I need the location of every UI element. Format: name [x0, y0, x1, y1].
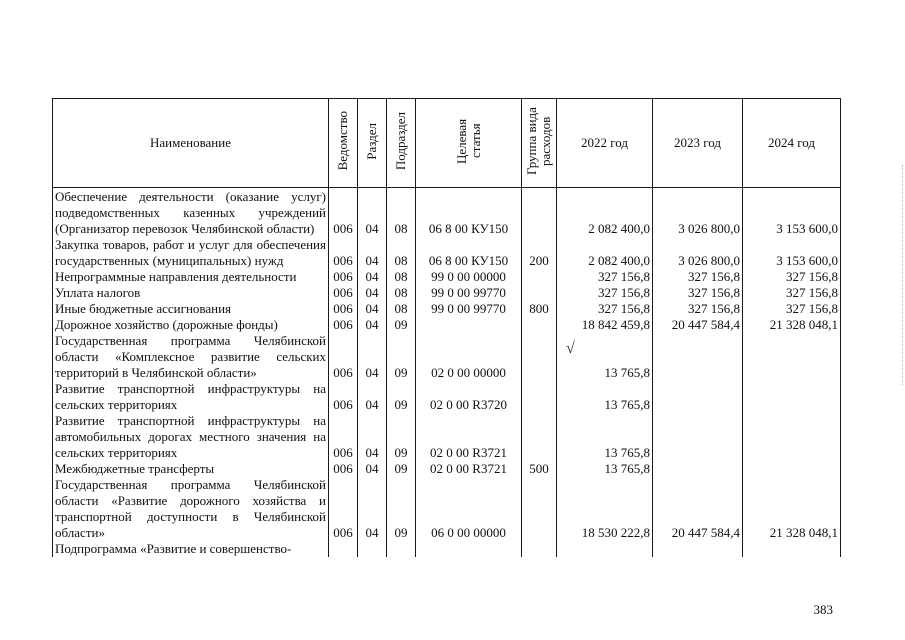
cell-name: Дорожное хозяйство (дорожные фонды) [53, 317, 329, 333]
table-row [53, 381, 841, 413]
table-row [53, 317, 841, 333]
cell-2022: 13 765,8 [557, 333, 653, 381]
cell-2024: 21 328 048,1 [743, 317, 841, 333]
cell-exp-group [522, 381, 557, 413]
table-row [53, 269, 841, 285]
header-2023: 2023 год [653, 99, 743, 188]
cell-subsection: 09 [387, 413, 416, 461]
cell-target: 99 0 00 00000 [416, 269, 522, 285]
cell-2023: 20 447 584,4 [653, 477, 743, 541]
cell-target: 99 0 00 99770 [416, 301, 522, 317]
cell-2024 [743, 381, 841, 413]
cell-2023: 3 026 800,0 [653, 188, 743, 238]
cell-dept: 006 [329, 317, 358, 333]
cell-2023 [653, 333, 743, 381]
cell-dept: 006 [329, 188, 358, 238]
cell-name: Подпрограмма «Развитие и совершенство- [53, 541, 329, 557]
cell-section: 04 [358, 477, 387, 541]
cell-exp-group [522, 333, 557, 381]
cell-name: Обеспечение деятельности (оказание услуг) подведомственных казенных учреждений (Организатор перевозок Челябинской области) [53, 188, 329, 238]
cell-subsection [387, 541, 416, 557]
cell-name: Государственная программа Челябинской области «Комплексное развитие сельских территорий в Челябинской области» [53, 333, 329, 381]
table-row [53, 188, 841, 238]
cell-dept: 006 [329, 333, 358, 381]
cell-section: 04 [358, 461, 387, 477]
cell-subsection: 08 [387, 188, 416, 238]
cell-2023: 327 156,8 [653, 269, 743, 285]
cell-2022: 18 530 222,8 [557, 477, 653, 541]
cell-2022: 13 765,8 [557, 413, 653, 461]
cell-target: 02 0 00 R3720 [416, 381, 522, 413]
cell-2022: 13 765,8 [557, 461, 653, 477]
cell-exp-group [522, 188, 557, 238]
cell-2022: 13 765,8 [557, 381, 653, 413]
cell-2022: 327 156,8 [557, 301, 653, 317]
cell-section: 04 [358, 317, 387, 333]
table-row [53, 285, 841, 301]
cell-section: 04 [358, 381, 387, 413]
table-row [53, 477, 841, 541]
cell-dept: 006 [329, 269, 358, 285]
table-row [53, 461, 841, 477]
cell-subsection: 08 [387, 269, 416, 285]
cell-2023: 20 447 584,4 [653, 317, 743, 333]
cell-name: Государственная программа Челябинской области «Развитие дорожного хозяйства и транспортной доступности в Челябинской области» [53, 477, 329, 541]
table-row [53, 237, 841, 269]
cell-2024: 3 153 600,0 [743, 237, 841, 269]
cell-2024: 327 156,8 [743, 269, 841, 285]
margin-marks [899, 165, 903, 385]
cell-subsection: 08 [387, 301, 416, 317]
cell-exp-group [522, 477, 557, 541]
cell-subsection: 08 [387, 237, 416, 269]
cell-subsection: 09 [387, 333, 416, 381]
cell-2023 [653, 541, 743, 557]
header-subsection: Подраздел [387, 99, 416, 188]
table-row [53, 301, 841, 317]
table-row [53, 413, 841, 461]
cell-dept: 006 [329, 301, 358, 317]
cell-2023 [653, 381, 743, 413]
cell-2022: 18 842 459,8 [557, 317, 653, 333]
cell-section: 04 [358, 413, 387, 461]
cell-name: Иные бюджетные ассигнования [53, 301, 329, 317]
cell-2024 [743, 333, 841, 381]
cell-section [358, 541, 387, 557]
cell-section: 04 [358, 237, 387, 269]
cell-name: Развитие транспортной инфраструктуры на автомобильных дорогах местного значения на сельских территориях [53, 413, 329, 461]
cell-target: 06 8 00 КУ150 [416, 237, 522, 269]
cell-2022: 327 156,8 [557, 285, 653, 301]
cell-exp-group [522, 413, 557, 461]
cell-section: 04 [358, 333, 387, 381]
header-2022: 2022 год [557, 99, 653, 188]
cell-2024 [743, 541, 841, 557]
cell-dept [329, 541, 358, 557]
cell-target: 02 0 00 R3721 [416, 461, 522, 477]
cell-name: Уплата налогов [53, 285, 329, 301]
cell-2023: 327 156,8 [653, 301, 743, 317]
header-target: Целевая статья [416, 99, 522, 188]
cell-subsection: 09 [387, 461, 416, 477]
header-section: Раздел [358, 99, 387, 188]
cell-2024 [743, 461, 841, 477]
cell-exp-group [522, 541, 557, 557]
cell-dept: 006 [329, 381, 358, 413]
cell-subsection: 09 [387, 381, 416, 413]
cell-dept: 006 [329, 237, 358, 269]
cell-section: 04 [358, 285, 387, 301]
cell-target: 06 0 00 00000 [416, 477, 522, 541]
cell-2023: 327 156,8 [653, 285, 743, 301]
cell-2024: 3 153 600,0 [743, 188, 841, 238]
cell-exp-group [522, 285, 557, 301]
cell-2022: 327 156,8 [557, 269, 653, 285]
cell-target: 02 0 00 00000 [416, 333, 522, 381]
cell-2023: 3 026 800,0 [653, 237, 743, 269]
cell-target [416, 541, 522, 557]
header-dept: Ведомство [329, 99, 358, 188]
cell-section: 04 [358, 301, 387, 317]
cell-dept: 006 [329, 413, 358, 461]
header-2024: 2024 год [743, 99, 841, 188]
cell-name: Закупка товаров, работ и услуг для обеспечения государственных (муниципальных) нужд [53, 237, 329, 269]
table-row [53, 333, 841, 381]
cell-2024: 327 156,8 [743, 301, 841, 317]
cell-dept: 006 [329, 285, 358, 301]
cell-2023 [653, 413, 743, 461]
budget-table [52, 98, 841, 557]
cell-name: Развитие транспортной инфраструктуры на сельских территориях [53, 381, 329, 413]
cell-exp-group: 200 [522, 237, 557, 269]
cell-name: Межбюджетные трансферты [53, 461, 329, 477]
cell-name: Непрограммные направления деятельности [53, 269, 329, 285]
cell-2024: 327 156,8 [743, 285, 841, 301]
header-exp-group: Группа вида расходов [522, 99, 557, 188]
cell-section: 04 [358, 188, 387, 238]
cell-exp-group [522, 269, 557, 285]
check-mark: √ [566, 340, 575, 357]
cell-exp-group: 800 [522, 301, 557, 317]
cell-2024 [743, 413, 841, 461]
cell-target [416, 317, 522, 333]
table-header-row [53, 99, 841, 188]
cell-target: 02 0 00 R3721 [416, 413, 522, 461]
cell-dept: 006 [329, 461, 358, 477]
cell-exp-group: 500 [522, 461, 557, 477]
cell-2022 [557, 541, 653, 557]
cell-exp-group [522, 317, 557, 333]
cell-subsection: 08 [387, 285, 416, 301]
cell-target: 99 0 00 99770 [416, 285, 522, 301]
cell-subsection: 09 [387, 477, 416, 541]
cell-dept: 006 [329, 477, 358, 541]
cell-2024: 21 328 048,1 [743, 477, 841, 541]
page-number: 383 [813, 602, 833, 617]
cell-section: 04 [358, 269, 387, 285]
header-name: Наименование [53, 99, 329, 188]
table-row [53, 541, 841, 557]
table-body [53, 188, 841, 558]
cell-2022: 2 082 400,0 [557, 188, 653, 238]
cell-target: 06 8 00 КУ150 [416, 188, 522, 238]
cell-2023 [653, 461, 743, 477]
cell-subsection: 09 [387, 317, 416, 333]
cell-2022: 2 082 400,0 [557, 237, 653, 269]
